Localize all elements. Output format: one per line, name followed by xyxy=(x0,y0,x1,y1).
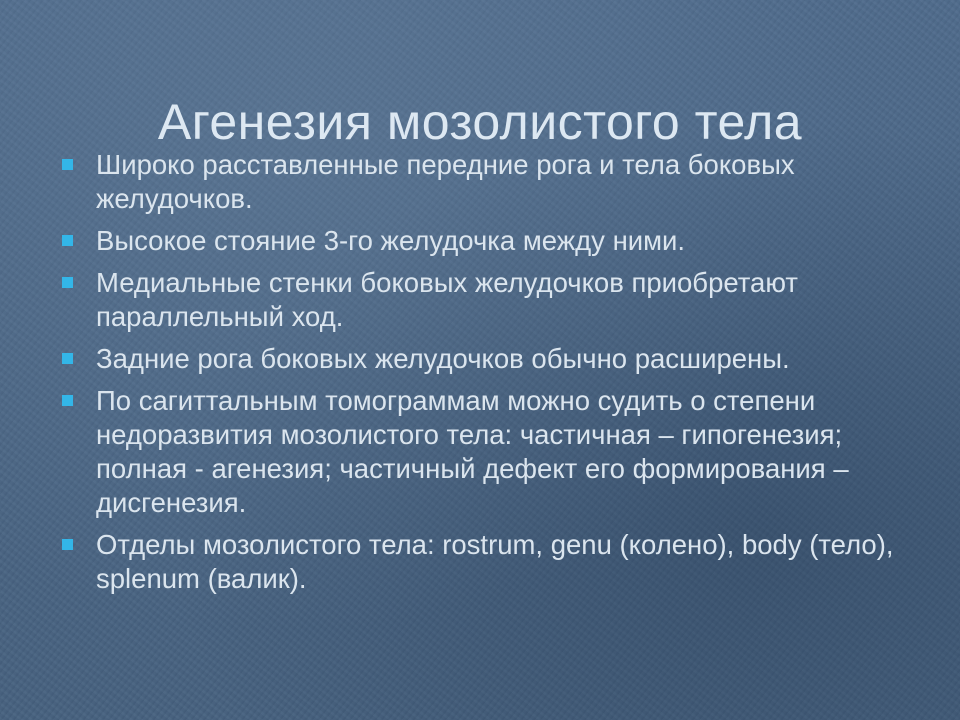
bullet-text: Отделы мозолистого тела: rostrum, genu (колено), body (тело), splenum (валик). xyxy=(96,529,894,594)
bullet-text: Высокое стояние 3-го желудочка между ними. xyxy=(96,225,686,256)
bullet-item xyxy=(58,384,918,520)
bullet-text: Медиальные стенки боковых желудочков приобретают параллельный ход. xyxy=(96,267,798,332)
slide-title: Агенезия мозолистого тела xyxy=(157,93,803,150)
bullet-text: По сагиттальным томограммам можно судить о степени недоразвития мозолистого тела: частичная – гипогенезия; полная - агенезия; частичный дефект его формирования – дисгенезия. xyxy=(96,385,849,518)
square-bullet-icon xyxy=(62,277,73,288)
bullet-text: Широко расставленные передние рога и тела боковых желудочков. xyxy=(96,149,795,214)
bullet-item xyxy=(58,224,918,258)
square-bullet-icon xyxy=(62,539,73,550)
bullet-list xyxy=(58,148,918,604)
square-bullet-icon xyxy=(62,353,73,364)
bullet-item xyxy=(58,266,918,334)
bullet-item xyxy=(58,148,918,216)
square-bullet-icon xyxy=(62,159,73,170)
bullet-item xyxy=(58,528,918,596)
square-bullet-icon xyxy=(62,395,73,406)
square-bullet-icon xyxy=(62,235,73,246)
bullet-text: Задние рога боковых желудочков обычно расширены. xyxy=(96,343,790,374)
bullet-item xyxy=(58,342,918,376)
